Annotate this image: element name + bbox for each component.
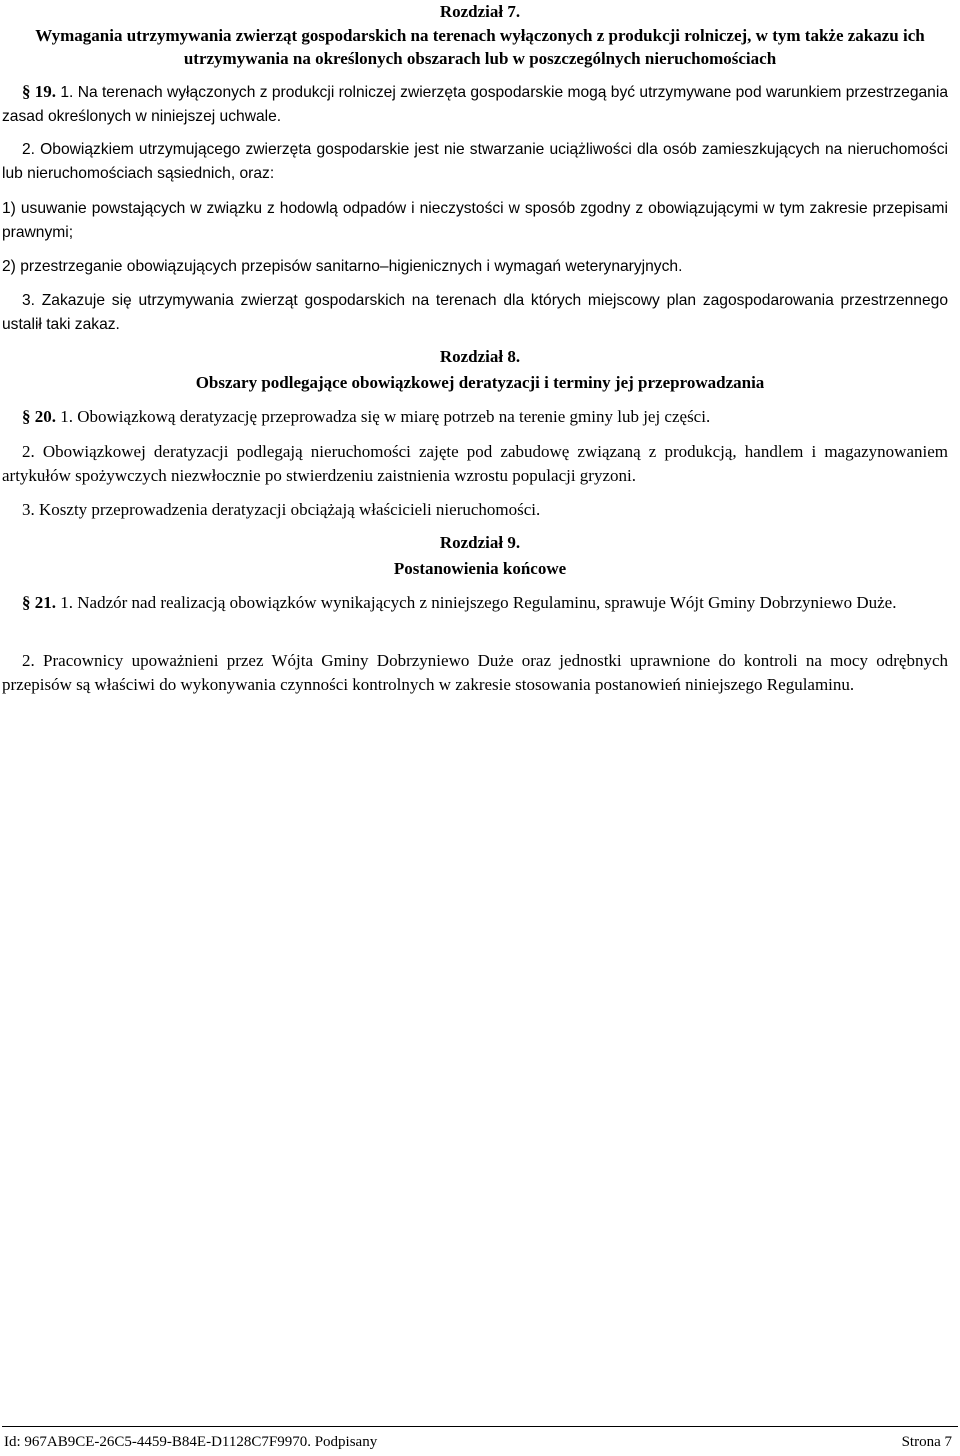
- page-number: Strona 7: [901, 1434, 952, 1450]
- document-id: Id: 967AB9CE-26C5-4459-B84E-D1128C7F9970. Podpisany: [4, 1434, 378, 1450]
- paragraph-21-1: [2, 591, 948, 615]
- list-item: 1) usuwanie powstających w związku z hodowlą odpadów i nieczystości w sposób zgodny z obowiązującymi w tym zakresie przepisami prawnymi;: [2, 200, 948, 241]
- paragraph-19-1: [2, 80, 948, 129]
- chapter-title: Postanowienia końcowe: [393, 559, 567, 578]
- chapter-title: Obszary podlegające obowiązkowej deratyzacji i terminy jej przeprowadzania: [195, 373, 765, 392]
- paragraph-text: 1. Nadzór nad realizacją obowiązków wynikających z niniejszego Regulaminu, sprawuje Wójt Gminy Dobrzyniewo Duże.: [60, 593, 897, 612]
- paragraph-number: § 20.: [22, 407, 56, 426]
- list-item: 2) przestrzeganie obowiązujących przepisów sanitarno–higienicznych i wymagań weterynaryjnych.: [2, 258, 683, 275]
- footer-divider: [2, 1426, 958, 1427]
- paragraph-21-2: 2. Pracownicy upoważnieni przez Wójta Gminy Dobrzyniewo Duże oraz jednostki uprawnione do kontroli na mocy odrębnych przepisów są właściwi do wykonywania czynności kontrolnych w zakresie stosowania postanowień niniejszego Regulaminu.: [2, 651, 948, 694]
- paragraph-number: § 21.: [22, 593, 56, 612]
- paragraph-19-3: 3. Zakazuje się utrzymywania zwierząt gospodarskich na terenach dla których miejscowy plan zagospodarowania przestrzennego ustalił taki zakaz.: [2, 292, 948, 333]
- paragraph-number: § 19.: [22, 82, 57, 101]
- paragraph-20-2: 2. Obowiązkowej deratyzacji podlegają nieruchomości zajęte pod zabudowę związaną z produkcją, handlem i magazynowaniem artykułów spożywczych niezwłocznie po stwierdzeniu zaistnienia wzrostu populacji gryzoni.: [2, 442, 948, 485]
- paragraph-text: 1. Obowiązkową deratyzację przeprowadza się w miarę potrzeb na terenie gminy lub jej części.: [60, 407, 711, 426]
- chapter-heading: Rozdział 8.: [439, 347, 521, 366]
- paragraph-19-2: 2. Obowiązkiem utrzymującego zwierzęta gospodarskie jest nie stwarzanie uciążliwości dla osób zamieszkujących na nieruchomości lub nieruchomościach sąsiednich, oraz:: [2, 141, 948, 182]
- paragraph-20-1: [2, 405, 948, 429]
- chapter-heading: Rozdział 7.: [439, 2, 521, 21]
- paragraph-text: 1. Na terenach wyłączonych z produkcji rolniczej zwierzęta gospodarskie mogą być utrzymywane pod warunkiem przestrzegania zasad określonych w niniejszej uchwale.: [2, 84, 948, 125]
- paragraph-20-3: 3. Koszty przeprowadzenia deratyzacji obciążają właścicieli nieruchomości.: [22, 500, 541, 519]
- chapter-title: Wymagania utrzymywania zwierząt gospodarskich na terenach wyłączonych z produkcji rolniczej, w tym także zakazu ich utrzymywania na określonych obszarach lub w poszczególnych nieruchomościach: [35, 26, 925, 68]
- chapter-heading: Rozdział 9.: [439, 533, 521, 552]
